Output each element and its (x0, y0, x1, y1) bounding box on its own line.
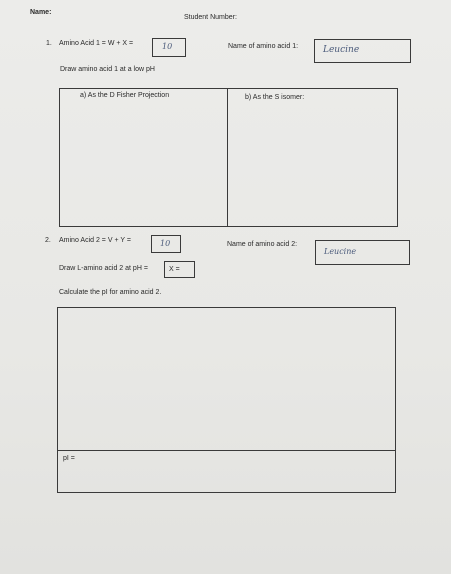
q1-instruction: Draw amino acid 1 at a low pH (60, 66, 155, 73)
q1-drawing-area (59, 88, 398, 227)
q1-box-b[interactable] (228, 89, 397, 228)
q1-name-handwriting: Leucine (323, 45, 360, 55)
q2-answer-box[interactable] (151, 235, 181, 253)
q2-name-handwriting: Leucine (324, 247, 357, 256)
q2-instruction: Draw L-amino acid 2 at pH = (59, 265, 148, 272)
q1-name-answer-box[interactable] (314, 39, 411, 63)
q2-ph-box-label: X = (169, 266, 180, 273)
student-number-label: Student Number: (184, 14, 237, 21)
q2-pi-divider (58, 450, 395, 451)
q2-pi-label: pI = (63, 455, 75, 462)
q2-calc-instruction: Calculate the pI for amino acid 2. (59, 289, 162, 296)
q1-answer-box[interactable] (152, 38, 186, 57)
q1-box-b-label: b) As the S isomer: (245, 94, 305, 101)
q1-number: 1. (46, 40, 52, 47)
q2-number: 2. (45, 237, 51, 244)
q2-ph-box[interactable] (164, 261, 195, 278)
q1-answer-handwriting: 10 (162, 42, 173, 51)
q2-equation: Amino Acid 2 = V + Y = (59, 237, 131, 244)
q1-name-label: Name of amino acid 1: (228, 43, 299, 50)
q1-box-a-label: a) As the D Fisher Projection (80, 92, 170, 99)
q2-answer-handwriting: 10 (160, 239, 171, 248)
q1-equation: Amino Acid 1 = W + X = (59, 40, 134, 47)
name-label: Name: (30, 9, 52, 16)
q2-drawing-area[interactable] (57, 307, 396, 493)
q2-name-answer-box[interactable] (315, 240, 410, 265)
q2-name-label: Name of amino acid 2: (227, 241, 298, 248)
q1-box-a[interactable] (60, 89, 228, 228)
